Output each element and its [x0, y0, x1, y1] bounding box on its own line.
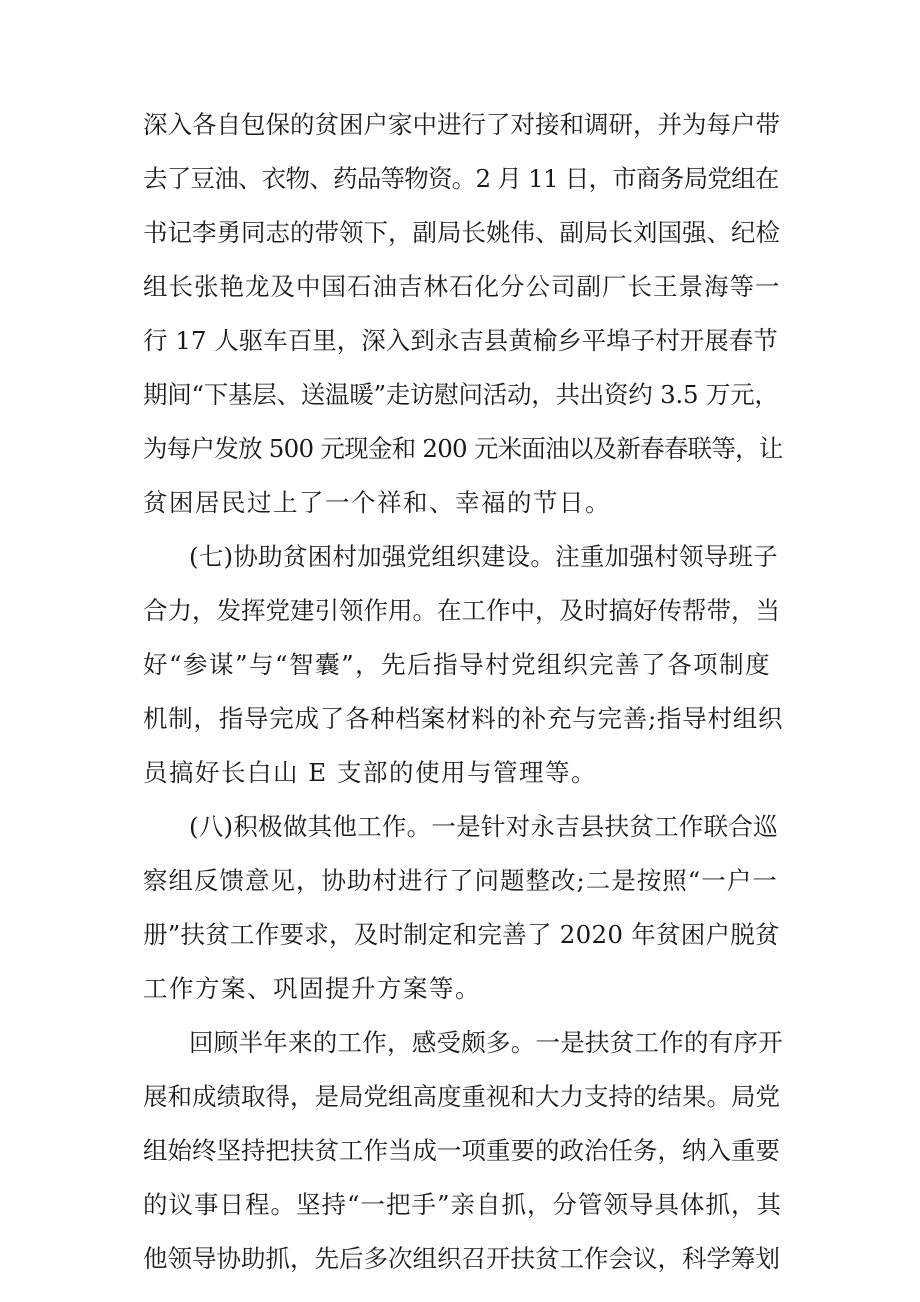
- text-line: 的议事日程。坚持“一把手”亲自抓，分管领导具体抓，其: [143, 1190, 783, 1219]
- text-line: 回顾半年来的工作，感受颇多。一是扶贫工作的有序开: [189, 1028, 783, 1057]
- text-line: 期间“下基层、送温暖”走访慰问活动，共出资约 3.5 万元，: [143, 380, 779, 409]
- text-line: 机制，指导完成了各种档案材料的补充与完善;指导村组织: [143, 704, 784, 733]
- text-line: 合力，发挥党建引领作用。在工作中，及时搞好传帮带，当: [143, 596, 780, 625]
- text-line: 书记李勇同志的带领下，副局长姚伟、副局长刘国强、纪检: [143, 218, 780, 247]
- text-line: (八)积极做其他工作。一是针对永吉县扶贫工作联合巡: [189, 812, 778, 841]
- text-line: 好“参谋”与“智囊”，先后指导村党组织完善了各项制度: [143, 650, 772, 679]
- text-line: (七)协助贫困村加强党组织建设。注重加强村领导班子: [189, 542, 778, 571]
- text-line: 察组反馈意见，协助村进行了问题整改;二是按照“一户一: [143, 866, 778, 895]
- text-line: 册”扶贫工作要求，及时制定和完善了 2020 年贫困户脱贫: [143, 920, 780, 949]
- text-line: 为每户发放 500 元现金和 200 元米面油以及新春春联等，让: [143, 434, 783, 463]
- text-line: 组长张艳龙及中国石油吉林石化分公司副厂长王景海等一: [143, 272, 781, 301]
- text-line: 他领导协助抓，先后多次组织召开扶贫工作会议，科学筹划: [143, 1244, 780, 1273]
- text-line: 员搞好长白山 E 支部的使用与管理等。: [143, 758, 597, 787]
- text-line: 深入各自包保的贫困户家中进行了对接和调研，并为每户带: [143, 110, 780, 139]
- text-line: 去了豆油、衣物、药品等物资。2 月 11 日，市商务局党组在: [143, 164, 779, 193]
- text-line: 组始终坚持把扶贫工作当成一项重要的政治任务，纳入重要: [143, 1136, 780, 1165]
- text-line: 工作方案、巩固提升方案等。: [143, 974, 481, 1003]
- paragraph-section-8-other-work: [143, 800, 783, 1016]
- text-line: 行 17 人驱车百里，深入到永吉县黄榆乡平埠子村开展春节: [143, 326, 778, 355]
- paragraph-section-7-party-building: [143, 530, 783, 800]
- paragraph-review: [143, 1016, 783, 1286]
- text-line: 展和成绩取得，是局党组高度重视和大力支持的结果。局党: [143, 1082, 780, 1111]
- document-body: [143, 98, 783, 1286]
- text-line: 贫困居民过上了一个祥和、幸福的节日。: [143, 488, 611, 517]
- paragraph-spring-festival-visits: [143, 98, 783, 530]
